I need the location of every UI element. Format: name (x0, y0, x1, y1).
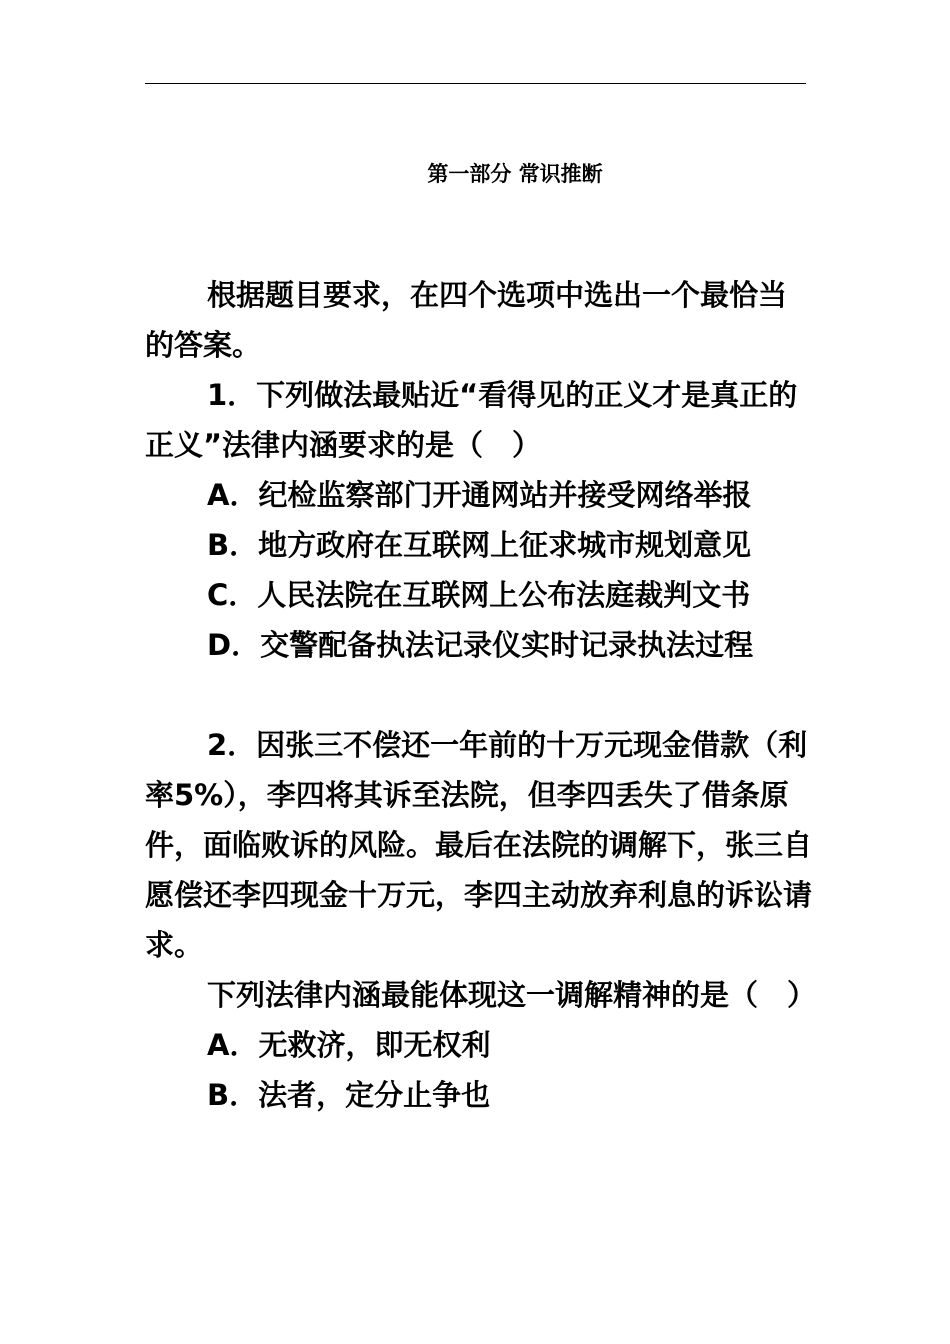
question-1-option-a: A．纪检监察部门开通网站并接受网络举报 (207, 478, 752, 512)
question-1-option-d: D．交警配备执法记录仪实时记录执法过程 (207, 628, 754, 662)
question-2-stem: 2．因张三不偿还一年前的十万元现金借款（利率5%），李四将其诉至法院，但李四丢失了借条原件，面临败诉的风险。最后在法院的调解下，张三自愿偿还李四现金十万元，李四主动放弃利息的诉讼请求。 (145, 728, 813, 962)
instructions-paragraph: 根据题目要求，在四个选项中选出一个最恰当的答案。 (145, 278, 788, 362)
question-1-stem: 1．下列做法最贴近“看得见的正义才是真正的正义”法律内涵要求的是（ ） (145, 378, 798, 462)
question-spacer (145, 670, 815, 720)
question-2-option-b: B．法者，定分止争也 (207, 1078, 491, 1112)
question-1-option-b: B．地方政府在互联网上征求城市规划意见 (207, 528, 752, 562)
question-2-prompt: 下列法律内涵最能体现这一调解精神的是（ ） (207, 978, 817, 1012)
question-2-option-a: A．无救济，即无权利 (207, 1028, 491, 1062)
document-body (145, 270, 815, 1120)
question-1-option-c: C．人民法院在互联网上公布法庭裁判文书 (207, 578, 751, 612)
header-rule (145, 83, 806, 84)
section-title: 第一部分 常识推断 (427, 162, 603, 186)
